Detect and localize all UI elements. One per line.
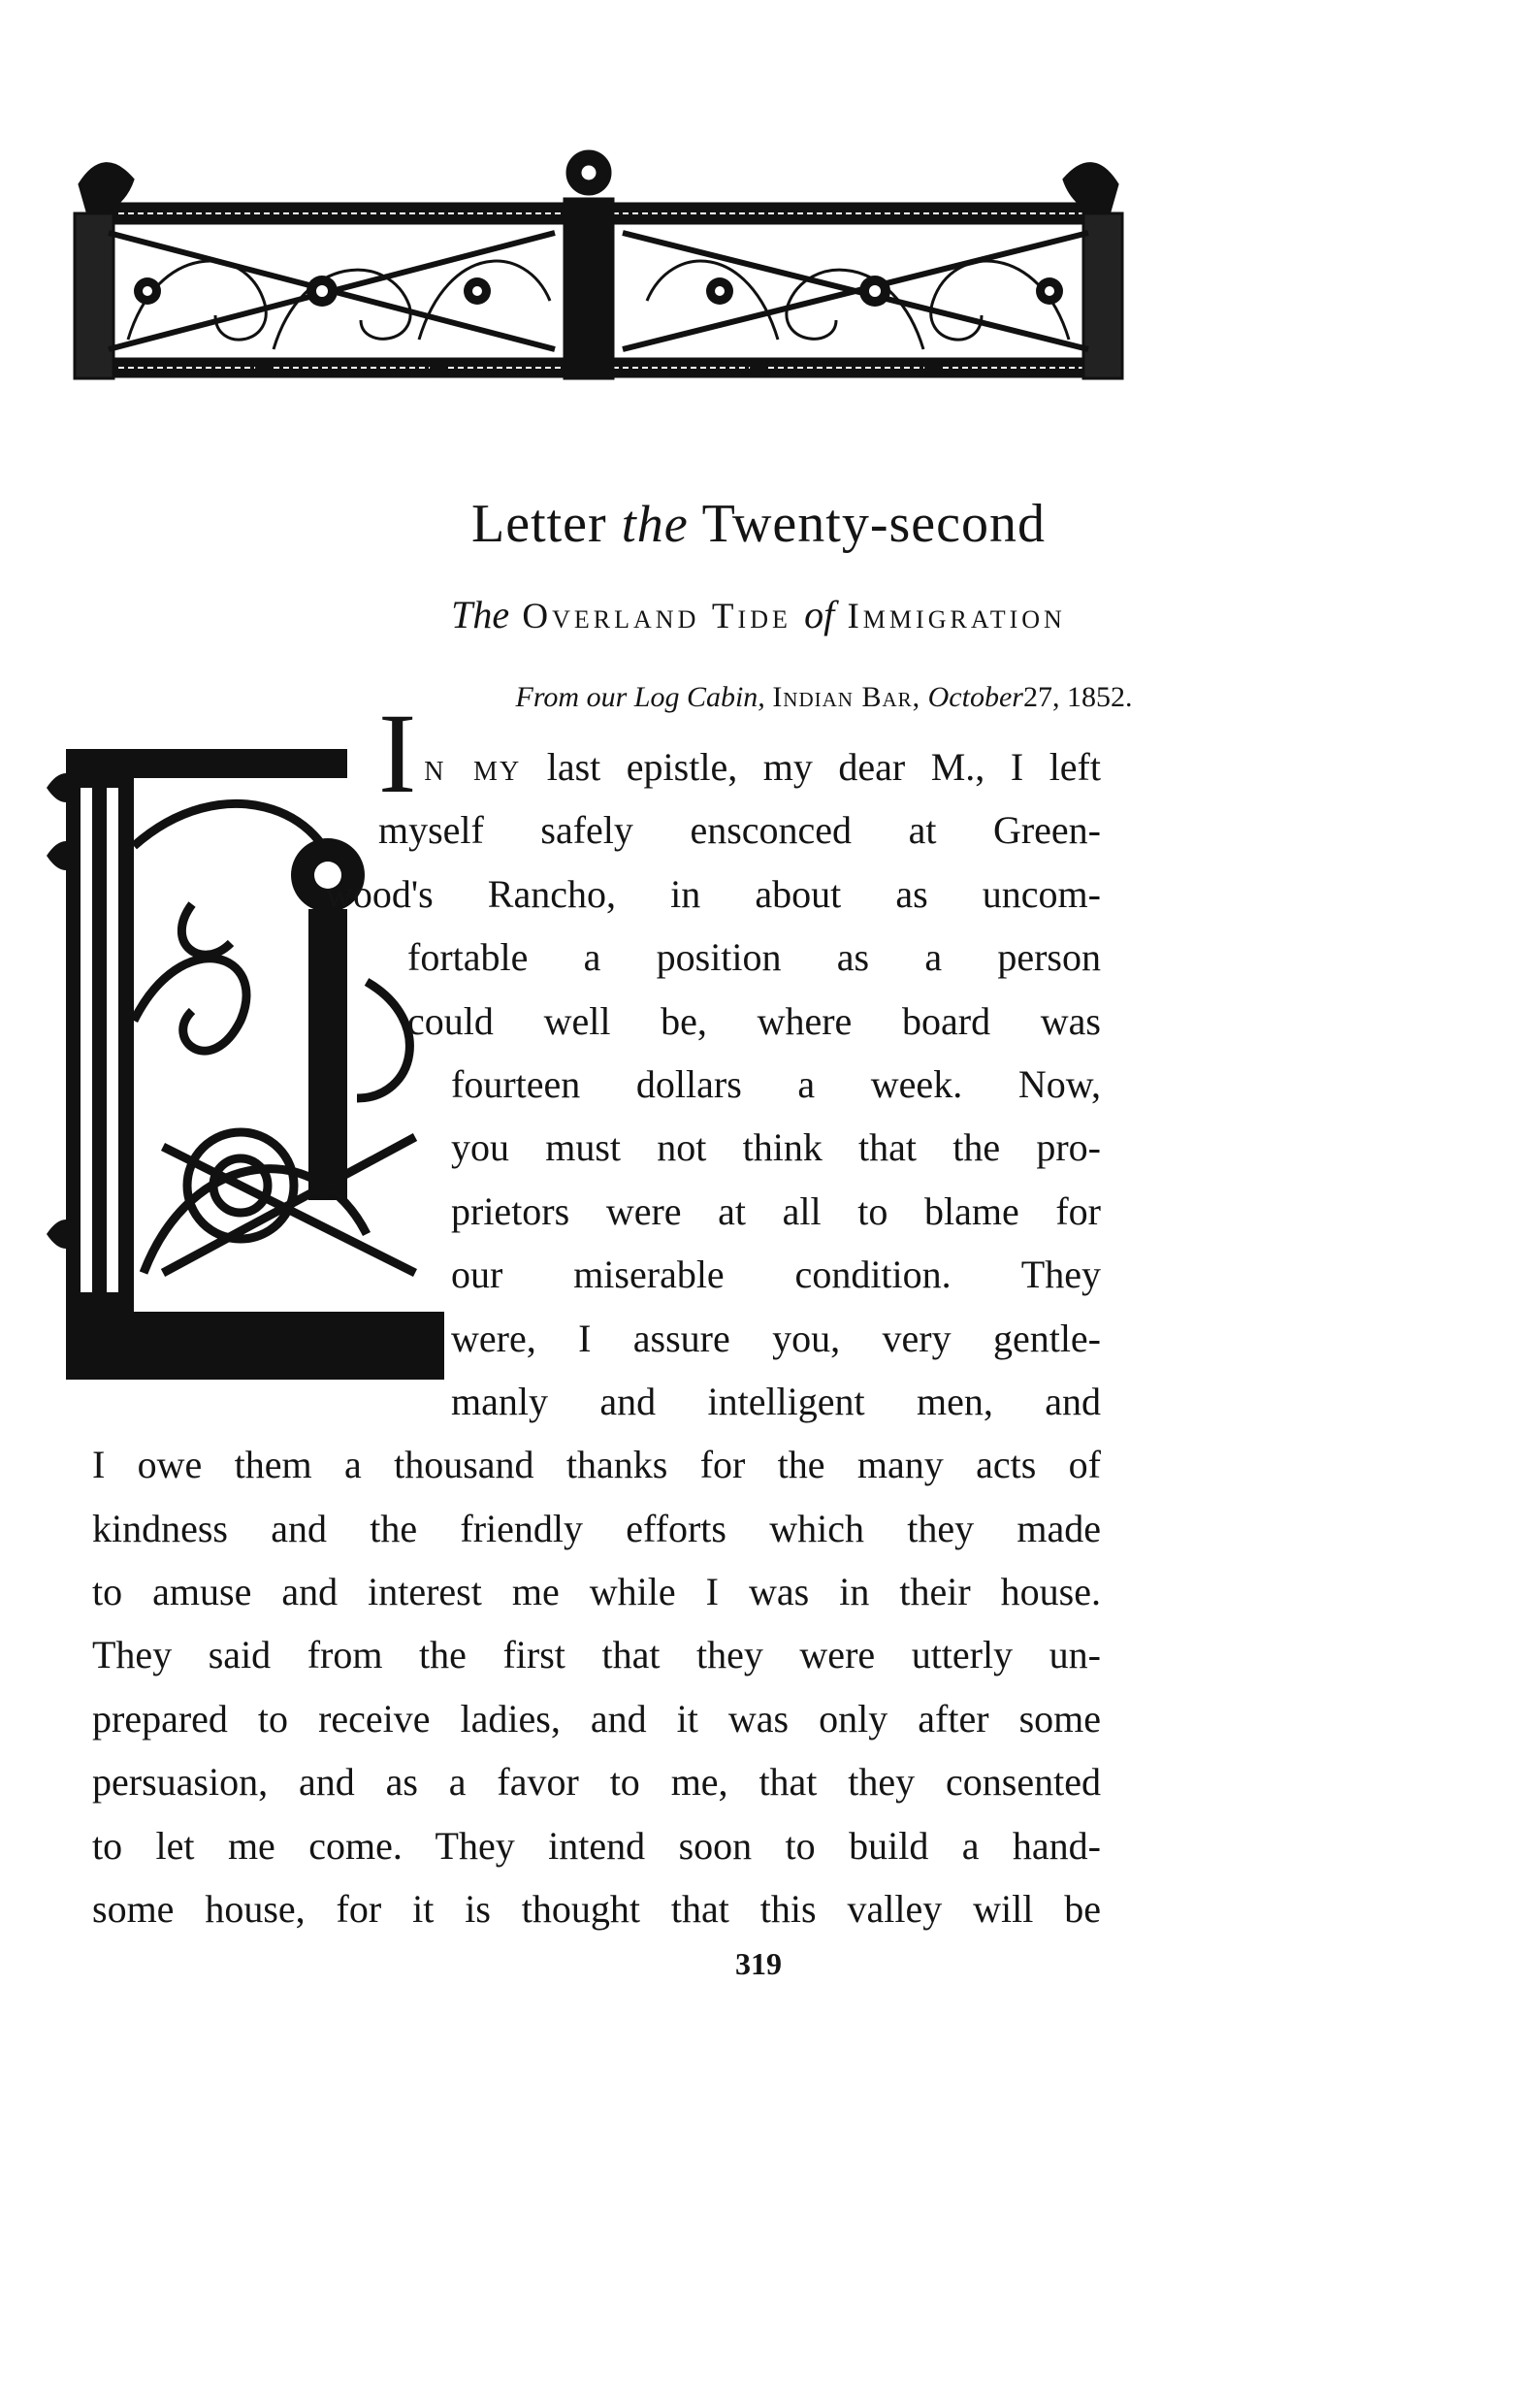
title-prefix: Letter xyxy=(471,494,607,554)
body-line: prietors were at all to blame for xyxy=(451,1188,1101,1233)
body-line: to amuse and interest me while I was in their house. xyxy=(92,1570,1101,1614)
title-suffix: Twenty-second xyxy=(701,494,1046,554)
page-number: 319 xyxy=(735,1946,782,1981)
subtitle-article: The xyxy=(451,593,510,636)
letter-subtitle xyxy=(0,593,1517,636)
dateline xyxy=(0,683,1517,712)
body-line: fortable a position as a person xyxy=(407,935,1101,980)
body-line: could well be, where board was xyxy=(407,998,1101,1043)
body-line: were, I assure you, very gentle- xyxy=(451,1316,1101,1360)
body-line: fourteen dollars a week. Now, xyxy=(451,1061,1101,1106)
body-line: you must not think that the pro- xyxy=(451,1125,1101,1170)
dateline-date: October xyxy=(927,681,1023,713)
body-line-text: last epistle, my dear M., I left xyxy=(521,745,1101,789)
body-line: I owe them a thousand thanks for the many acts of xyxy=(92,1443,1101,1487)
body-line: manly and intelligent men, and xyxy=(451,1379,1101,1423)
dateline-year: 27, 1852. xyxy=(1022,681,1133,713)
body-line: persuasion, and as a favor to me, that they consented xyxy=(92,1760,1101,1805)
dateline-from: From our Log Cabin, xyxy=(515,681,765,713)
subtitle-of: of xyxy=(804,593,835,636)
body-line: kindness and the friendly efforts which they made xyxy=(92,1506,1101,1550)
drop-cap: I xyxy=(378,690,417,817)
subtitle-part2: Immigration xyxy=(847,597,1066,636)
body-line: myself safely ensconced at Green- xyxy=(378,808,1101,853)
body-line: They said from the first that they were utterly un- xyxy=(92,1633,1101,1677)
letter-title xyxy=(0,494,1517,554)
subtitle-part1: Overland Tide xyxy=(522,597,791,636)
dateline-place: Indian Bar, xyxy=(772,681,921,713)
body-line: to let me come. They intend soon to build a hand- xyxy=(92,1823,1101,1868)
body-line: wood's Rancho, in about as uncom- xyxy=(325,871,1101,916)
title-middle: the xyxy=(621,495,689,553)
body-line: our miserable condition. They xyxy=(451,1253,1101,1297)
body-line: prepared to receive ladies, and it was only after some xyxy=(92,1696,1101,1741)
opening-smallcaps: n my xyxy=(424,745,522,789)
body-line: some house, for it is thought that this valley will be xyxy=(92,1887,1101,1932)
ornamental-headpiece xyxy=(70,146,1127,398)
